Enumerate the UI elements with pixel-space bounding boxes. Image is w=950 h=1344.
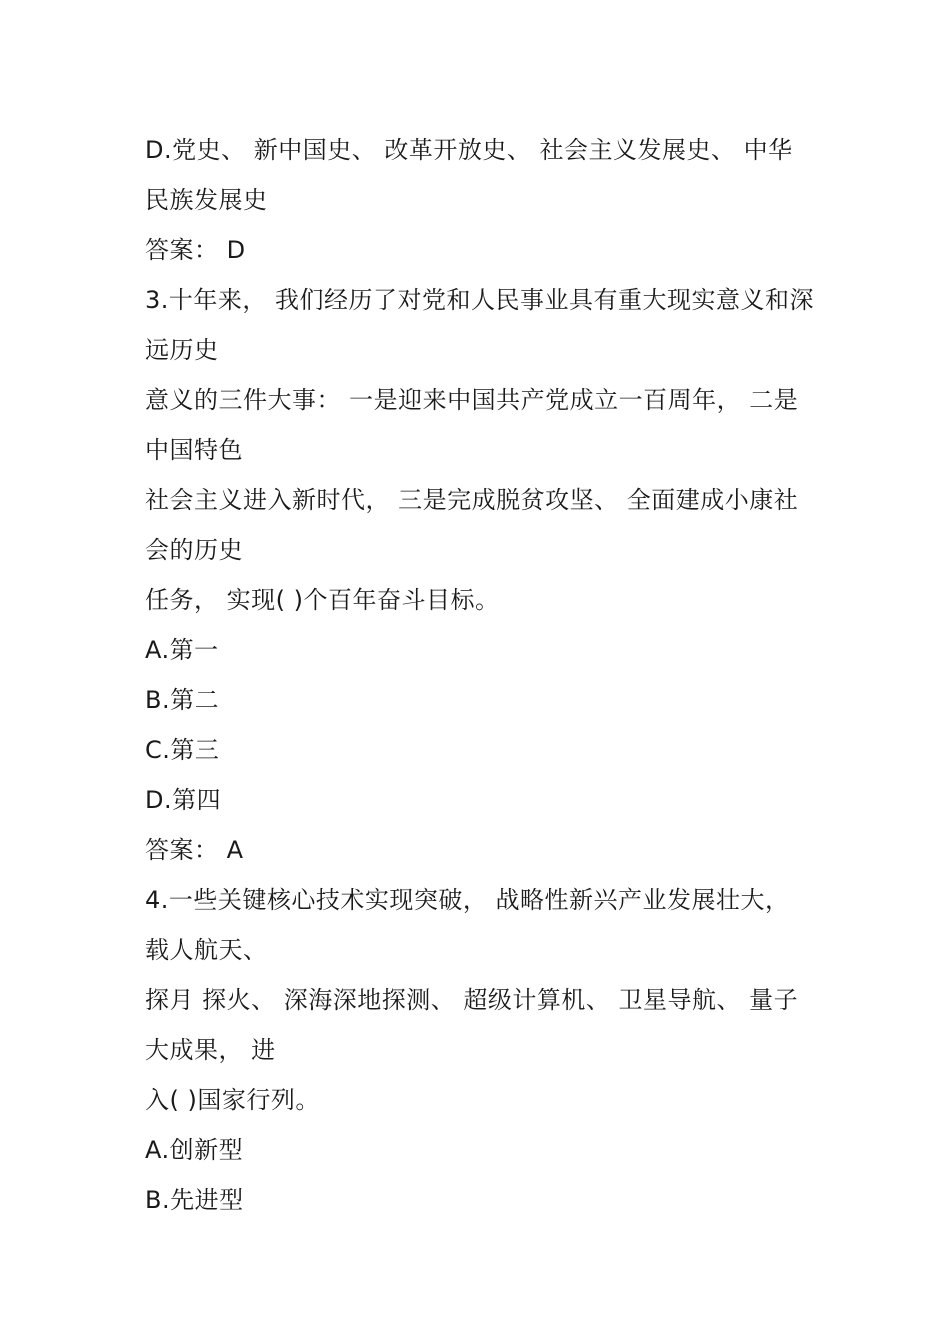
question-3-line-6: 会的历史 [145, 536, 243, 564]
option-b-q4: B.先进型 [145, 1186, 244, 1214]
option-d-line-1: D.党史、 新中国史、 改革开放史、 社会主义发展史、 中华 [145, 136, 793, 164]
option-b-q3: B.第二 [145, 686, 220, 714]
question-3-line-1: 3.十年来， 我们经历了对党和人民事业具有重大现实意义和深 [145, 286, 815, 314]
question-3-line-5: 社会主义进入新时代， 三是完成脱贫攻坚、 全面建成小康社 [145, 486, 799, 514]
answer-q2: 答案： D [145, 236, 246, 264]
question-3-line-4: 中国特色 [145, 436, 243, 464]
answer-q3: 答案： A [145, 836, 244, 864]
question-3-line-7: 任务， 实现( )个百年奋斗目标。 [145, 586, 500, 614]
option-d-q3: D.第四 [145, 786, 222, 814]
option-c-q3: C.第三 [145, 736, 220, 764]
question-4-line-3: 探月 探火、 深海深地探测、 超级计算机、 卫星导航、 量子 [145, 986, 799, 1014]
question-4-line-1: 4.一些关键核心技术实现突破， 战略性新兴产业发展壮大， [145, 886, 790, 914]
question-4-line-4: 大成果， 进 [145, 1036, 276, 1064]
question-4-line-5: 入( )国家行列。 [145, 1086, 320, 1114]
question-3-line-2: 远历史 [145, 336, 219, 364]
question-3-line-3: 意义的三件大事： 一是迎来中国共产党成立一百周年， 二是 [145, 386, 799, 414]
question-4-line-2: 载人航天、 [145, 936, 268, 964]
option-a-q3: A.第一 [145, 636, 219, 664]
option-a-q4: A.创新型 [145, 1136, 244, 1164]
option-d-line-2: 民族发展史 [145, 186, 268, 214]
